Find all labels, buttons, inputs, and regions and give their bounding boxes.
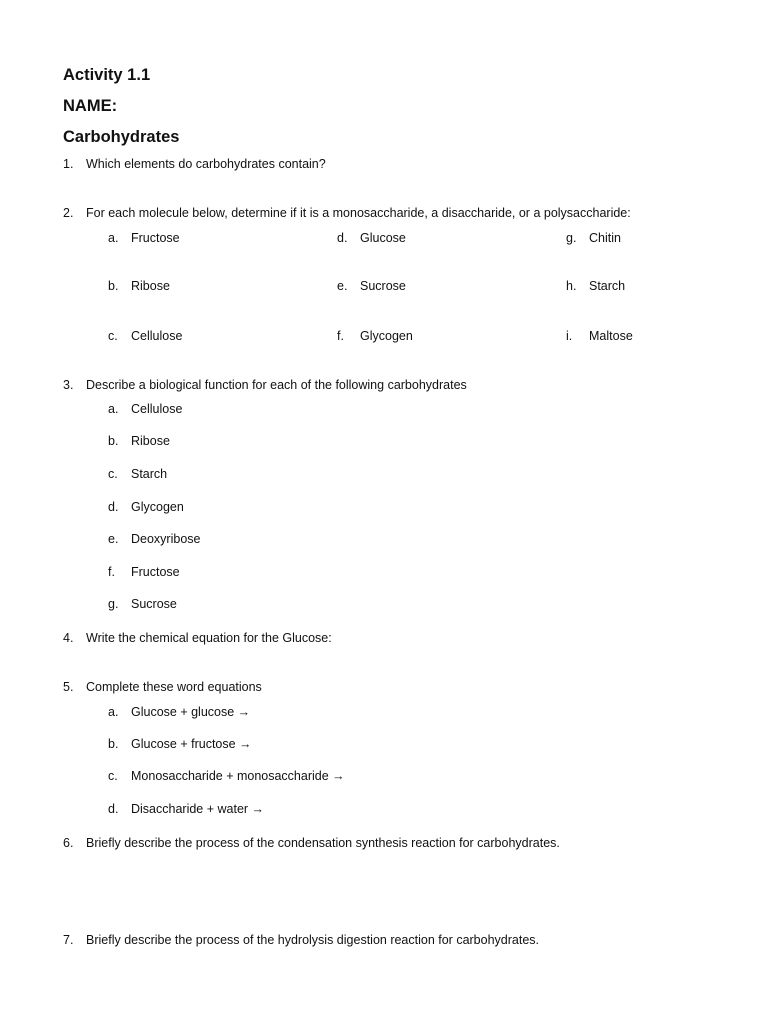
q2-item-letter: f. bbox=[337, 329, 344, 343]
q3-item-letter: c. bbox=[108, 467, 118, 481]
name-label: NAME: bbox=[63, 97, 118, 115]
question-6-text: Briefly describe the process of the condensation synthesis reaction for carbohydrates. bbox=[86, 836, 560, 850]
q5-equation-c: Monosaccharide + monosaccharide → bbox=[131, 769, 345, 783]
question-7-number: 7. bbox=[63, 933, 74, 947]
question-3-number: 3. bbox=[63, 378, 74, 392]
q5-item-letter: b. bbox=[108, 737, 119, 751]
q2-item-letter: d. bbox=[337, 231, 348, 245]
q3-item-letter: e. bbox=[108, 532, 119, 546]
q3-item-letter: b. bbox=[108, 434, 119, 448]
question-4-number: 4. bbox=[63, 631, 74, 645]
q5-equation-b: Glucose + fructose → bbox=[131, 737, 252, 751]
q3-item-letter: d. bbox=[108, 500, 119, 514]
q3-item-sucrose: Sucrose bbox=[131, 597, 177, 611]
q3-item-letter: g. bbox=[108, 597, 119, 611]
q2-item-letter: e. bbox=[337, 279, 348, 293]
q3-item-letter: a. bbox=[108, 402, 119, 416]
q2-item-glycogen: Glycogen bbox=[360, 329, 413, 343]
q2-item-sucrose: Sucrose bbox=[360, 279, 406, 293]
q3-item-glycogen: Glycogen bbox=[131, 500, 184, 514]
q5-item-letter: d. bbox=[108, 802, 119, 816]
q3-item-deoxyribose: Deoxyribose bbox=[131, 532, 201, 546]
q3-item-fructose: Fructose bbox=[131, 565, 180, 579]
question-6-number: 6. bbox=[63, 836, 74, 850]
q2-item-ribose: Ribose bbox=[131, 279, 170, 293]
question-3-text: Describe a biological function for each of the following carbohydrates bbox=[86, 378, 467, 392]
q3-item-letter: f. bbox=[108, 565, 115, 579]
q5-equation-d: Disaccharide + water → bbox=[131, 802, 265, 816]
q2-item-letter: b. bbox=[108, 279, 119, 293]
q2-item-cellulose: Cellulose bbox=[131, 329, 183, 343]
q2-item-fructose: Fructose bbox=[131, 231, 180, 245]
question-2-text: For each molecule below, determine if it is a monosaccharide, a disaccharide, or a polysaccharide: bbox=[86, 206, 631, 220]
q2-item-maltose: Maltose bbox=[589, 329, 633, 343]
q5-item-letter: c. bbox=[108, 769, 118, 783]
q2-item-chitin: Chitin bbox=[589, 231, 621, 245]
question-5-text: Complete these word equations bbox=[86, 680, 262, 694]
q2-item-letter: h. bbox=[566, 279, 577, 293]
q2-item-letter: c. bbox=[108, 329, 118, 343]
q2-item-starch: Starch bbox=[589, 279, 626, 293]
question-2-number: 2. bbox=[63, 206, 74, 220]
question-5-number: 5. bbox=[63, 680, 74, 694]
question-7-text: Briefly describe the process of the hydrolysis digestion reaction for carbohydrates. bbox=[86, 933, 540, 947]
q2-item-letter: a. bbox=[108, 231, 119, 245]
activity-title: Activity 1.1 bbox=[63, 66, 151, 84]
topic-heading: Carbohydrates bbox=[63, 128, 180, 146]
question-1-text: Which elements do carbohydrates contain? bbox=[86, 157, 326, 171]
question-4-text: Write the chemical equation for the Glucose: bbox=[86, 631, 332, 645]
q3-item-cellulose: Cellulose bbox=[131, 402, 183, 416]
q5-item-letter: a. bbox=[108, 705, 119, 719]
q2-item-glucose: Glucose bbox=[360, 231, 406, 245]
q5-equation-a: Glucose + glucose → bbox=[131, 705, 251, 719]
q3-item-starch: Starch bbox=[131, 467, 168, 481]
question-1-number: 1. bbox=[63, 157, 74, 171]
q2-item-letter: g. bbox=[566, 231, 577, 245]
q3-item-ribose: Ribose bbox=[131, 434, 170, 448]
q2-item-letter: i. bbox=[566, 329, 573, 343]
